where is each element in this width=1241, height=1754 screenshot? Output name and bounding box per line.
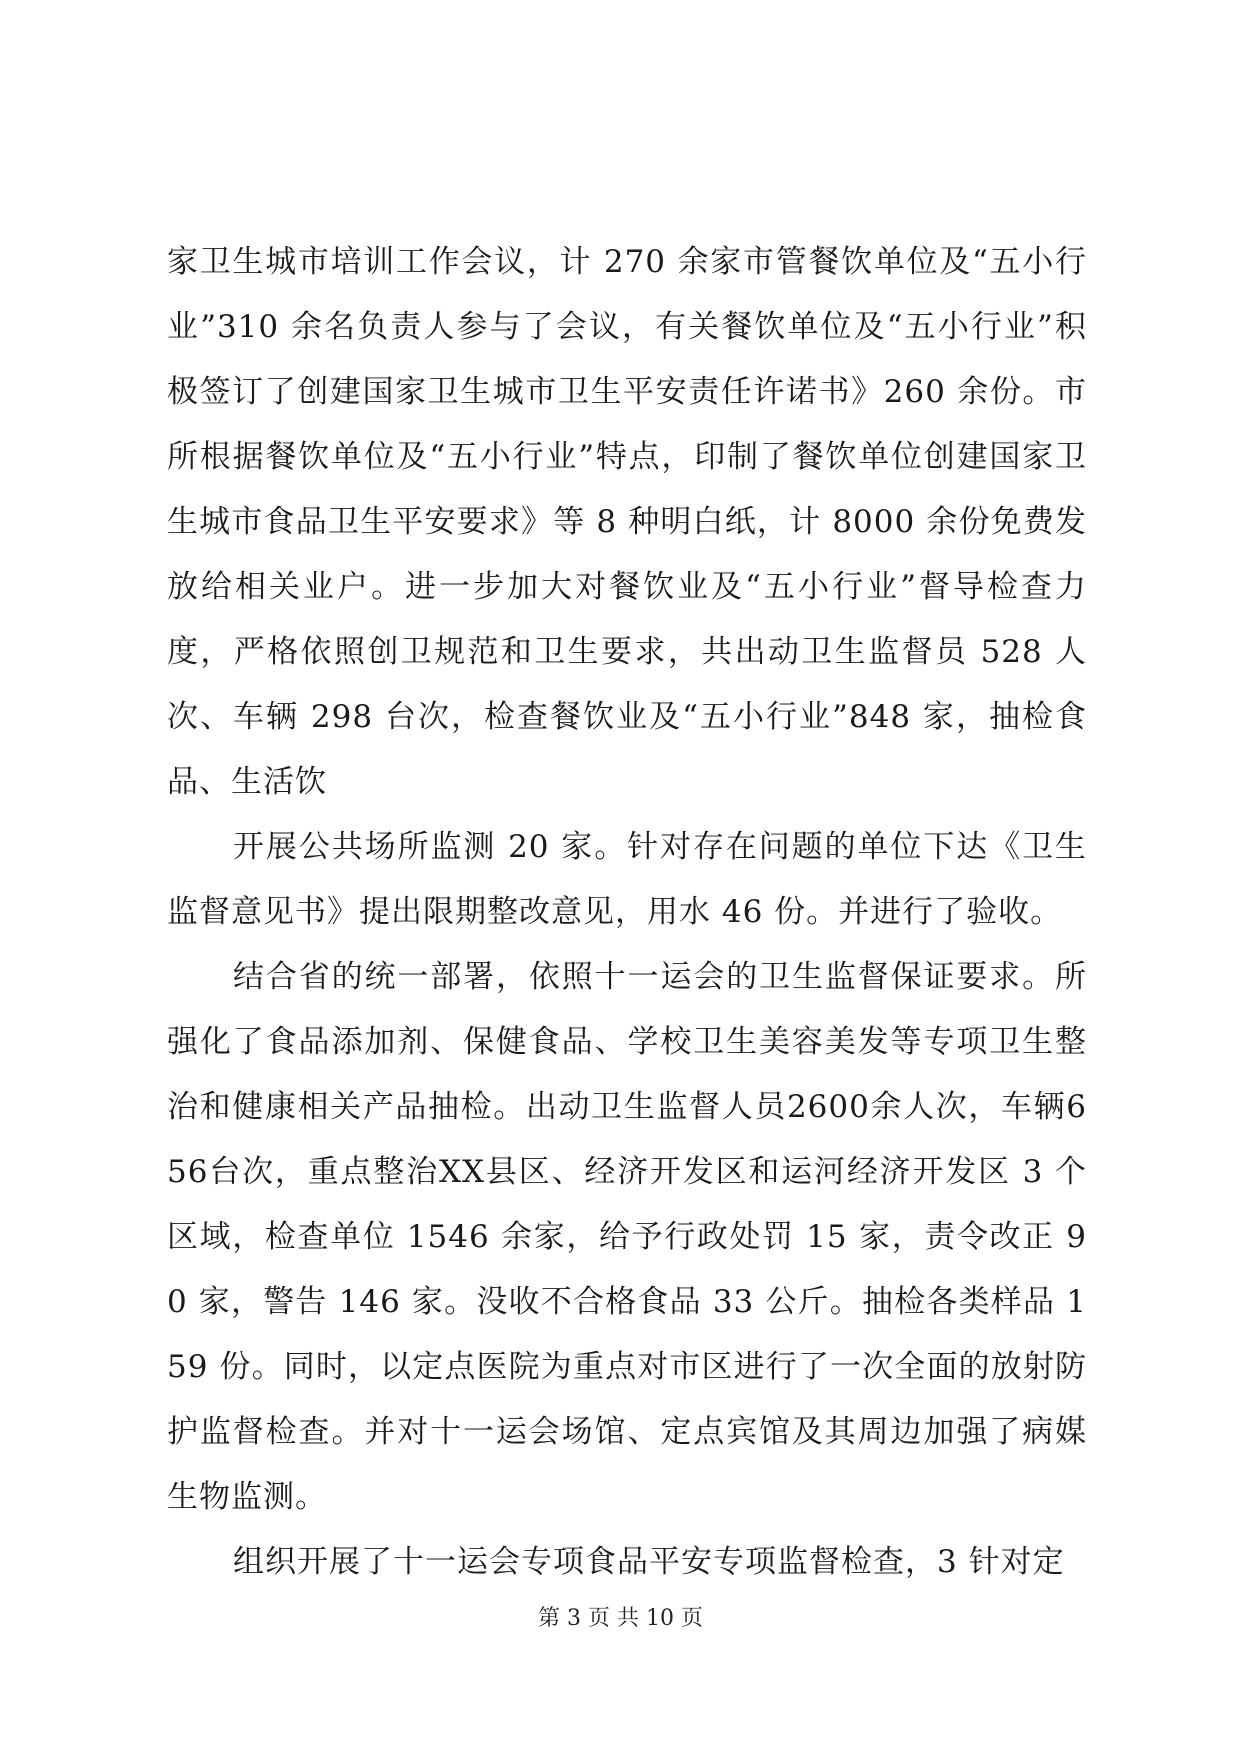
paragraph: 组织开展了十一运会专项食品平安专项监督检查，3 针对定	[233, 1544, 1065, 1580]
document-body	[167, 230, 1087, 1595]
paragraph: 家卫生城市培训工作会议，计 270 余家市管餐饮单位及“五小行业”310 余名负责人参与了会议，有关餐饮单位及“五小行业”积极签订了创建国家卫生城市卫生平安责任许诺书》260 余份。市所根据餐饮单位及“五小行业”特点，印制了餐饮单位创建国家卫生城市食品卫生平安要求》等 8 种明白纸，计 8000 余份免费发放给相关业户。进一步加大对餐饮业及“五小行业”督导检查力度，严格依照创卫规范和卫生要求，共出动卫生监督员 528 人次、车辆 298 台次，检查餐饮业及“五小行业”848 家，抽检食品、生活饮	[167, 244, 1087, 800]
paragraph: 结合省的统一部署，依照十一运会的卫生监督保证要求。所强化了食品添加剂、保健食品、学校卫生美容美发等专项卫生整治和健康相关产品抽检。出动卫生监督人员2600余人次，车辆656台次，重点整治XX县区、经济开发区和运河经济开发区 3 个区域，检查单位 1546 余家，给予行政处罚 15 家，责令改正 90 家，警告 146 家。没收不合格食品 33 公斤。抽检各类样品 159 份。同时，以定点医院为重点对市区进行了一次全面的放射防护监督检查。并对十一运会场馆、定点宾馆及其周边加强了病媒生物监测。	[167, 959, 1087, 1515]
paragraph: 开展公共场所监测 20 家。针对存在问题的单位下达《卫生监督意见书》提出限期整改意见，用水 46 份。并进行了验收。	[167, 829, 1087, 930]
page-number-footer: 第 3 页 共 10 页	[538, 1606, 703, 1631]
